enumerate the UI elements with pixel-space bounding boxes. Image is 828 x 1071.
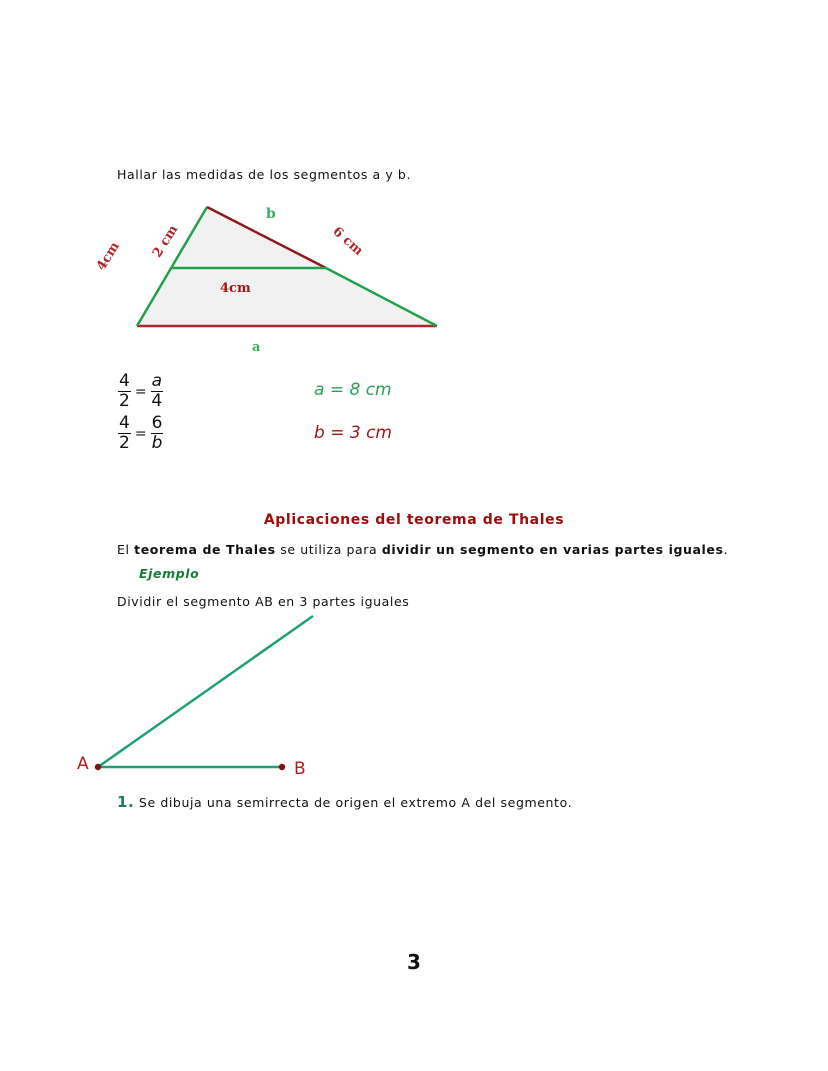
step-1 (117, 793, 572, 811)
result-a: a = 8 cm (314, 380, 392, 400)
label-a: a (252, 340, 262, 355)
label-left-inner: 2 cm (149, 222, 182, 261)
numerator: 4 (119, 413, 130, 433)
text: El (117, 542, 135, 557)
bold-text: dividir un segmento en varias partes iguales (381, 542, 724, 557)
equation-1 (118, 372, 163, 411)
task-text: Dividir el segmento AB en 3 partes iguales (117, 594, 410, 609)
equals: = (134, 425, 147, 442)
point-a-dot (95, 764, 101, 770)
point-a-label: A (77, 754, 89, 774)
equals: = (134, 383, 147, 400)
label-left-outer: 4cm (93, 239, 123, 274)
exercise-prompt: Hallar las medidas de los segmentos a y b. (117, 167, 412, 182)
step-text: Se dibuja una semirrecta de origen el extremo A del segmento. (138, 795, 573, 810)
denominator: 2 (119, 391, 130, 411)
page-number: 3 (407, 950, 421, 974)
denominator: b (151, 433, 163, 453)
label-b: b (266, 206, 277, 222)
point-b-dot (279, 764, 285, 770)
step-number: 1. (117, 793, 135, 811)
section-title: Aplicaciones del teorema de Thales (263, 512, 565, 528)
triangle-fill (137, 207, 437, 326)
numerator: 6 (151, 413, 163, 433)
text: se utiliza para (275, 542, 382, 557)
denominator: 4 (151, 391, 163, 411)
label-middle: 4cm (220, 281, 251, 296)
bold-text: teorema de Thales (134, 542, 276, 557)
label-6cm: 6 cm (329, 224, 366, 259)
denominator: 2 (119, 433, 130, 453)
equation-2 (118, 414, 163, 453)
numerator: a (151, 371, 162, 391)
example-label: Ejemplo (139, 566, 200, 581)
numerator: 4 (119, 371, 130, 391)
intro-paragraph (117, 542, 728, 557)
point-b-label: B (294, 759, 306, 779)
result-b: b = 3 cm (314, 423, 392, 443)
ray-from-a (98, 616, 313, 767)
text: . (723, 542, 729, 557)
